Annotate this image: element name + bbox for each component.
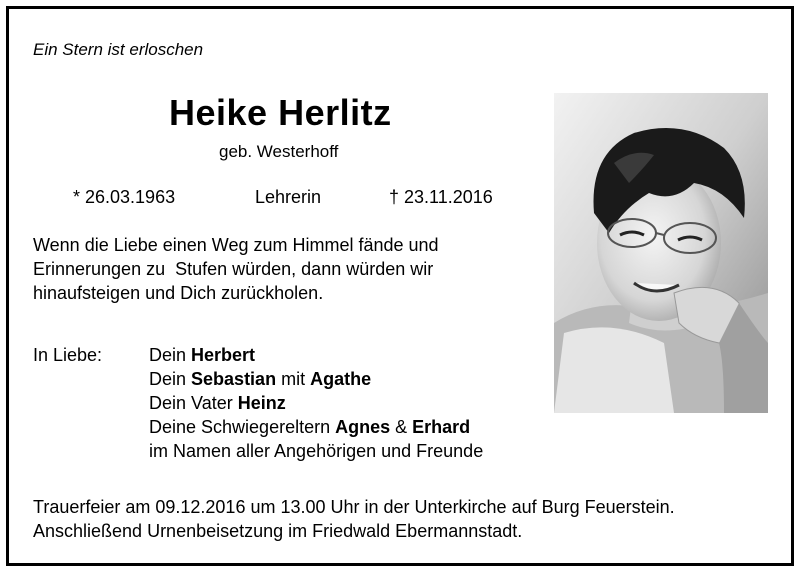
- in-love-label: In Liebe:: [33, 345, 103, 365]
- family-line: Dein Herbert: [149, 345, 256, 365]
- portrait-image: [554, 93, 768, 413]
- family-list: [149, 343, 483, 463]
- portrait-photo: [554, 93, 768, 413]
- family-line: Dein Sebastian mit Agathe: [149, 369, 372, 389]
- poem: [33, 233, 439, 305]
- obituary-card: [6, 6, 794, 566]
- service-info: [33, 495, 675, 543]
- family-line: Deine Schwiegereltern Agnes & Erhard: [149, 417, 471, 437]
- service-line: Trauerfeier am 09.12.2016 um 13.00 Uhr in der Unterkirche auf Burg Feuerstein.: [33, 497, 675, 517]
- service-line: Anschließend Urnenbeisetzung im Friedwald Ebermannstadt.: [33, 521, 523, 541]
- intro-line: Ein Stern ist erloschen: [33, 40, 204, 59]
- poem-line: Wenn die Liebe einen Weg zum Himmel fände und: [33, 235, 439, 255]
- profession: Lehrerin: [255, 187, 322, 207]
- poem-line: hinaufsteigen und Dich zurückholen.: [33, 283, 324, 303]
- deceased-name: Heike Herlitz: [169, 92, 392, 133]
- birth-date: * 26.03.1963: [73, 187, 176, 207]
- family-line: im Namen aller Angehörigen und Freunde: [149, 441, 484, 461]
- poem-line: Erinnerungen zu Stufen würden, dann würden wir: [33, 259, 434, 279]
- maiden-name: geb. Westerhoff: [219, 142, 339, 161]
- family-line: Dein Vater Heinz: [149, 393, 286, 413]
- death-date: † 23.11.2016: [389, 187, 493, 207]
